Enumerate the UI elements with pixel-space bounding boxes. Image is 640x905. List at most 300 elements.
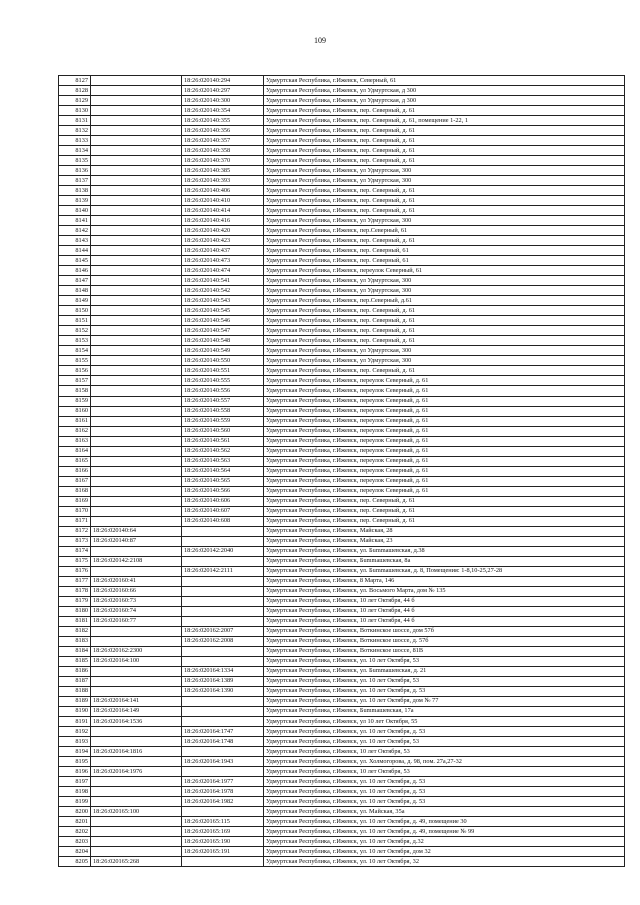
cadastral-number-cell bbox=[91, 757, 182, 767]
row-number-cell: 8196 bbox=[59, 767, 91, 777]
cadastral-number-cell bbox=[91, 306, 182, 316]
cadastral-number-cell bbox=[91, 466, 182, 476]
table-row bbox=[59, 376, 625, 386]
row-number-cell: 8181 bbox=[59, 616, 91, 626]
object-cadastral-number-cell bbox=[182, 717, 264, 727]
table-row bbox=[59, 426, 625, 436]
row-number-cell: 8204 bbox=[59, 847, 91, 857]
cadastral-number-cell bbox=[91, 196, 182, 206]
address-cell: Удмуртская Республика, г.Ижевск, ул. 10 лет Октября, дом № 77 bbox=[264, 696, 625, 706]
table-row bbox=[59, 186, 625, 196]
address-cell: Удмуртская Республика, г.Ижевск, переулок Северный, д. 61 bbox=[264, 436, 625, 446]
address-cell: Удмуртская Республика, г.Ижевск, переулок Северный, д. 61 bbox=[264, 446, 625, 456]
row-number-cell: 8137 bbox=[59, 176, 91, 186]
address-cell: Удмуртская Республика, г.Ижевск, Майская, 23 bbox=[264, 536, 625, 546]
object-cadastral-number-cell bbox=[182, 656, 264, 666]
object-cadastral-number-cell bbox=[182, 556, 264, 566]
address-cell: Удмуртская Республика, г.Ижевск, пер.Северный, 61 bbox=[264, 226, 625, 236]
object-cadastral-number-cell bbox=[182, 576, 264, 586]
table-row bbox=[59, 226, 625, 236]
cadastral-number-cell bbox=[91, 106, 182, 116]
cadastral-number-cell bbox=[91, 146, 182, 156]
row-number-cell: 8164 bbox=[59, 446, 91, 456]
address-cell: Удмуртская Республика, г.Ижевск, пер. Северный, д. 61 bbox=[264, 496, 625, 506]
cadastral-number-cell: 18:26:020160:66 bbox=[91, 586, 182, 596]
cadastral-number-cell bbox=[91, 86, 182, 96]
table-row bbox=[59, 787, 625, 797]
address-cell: Удмуртская Республика, г.Ижевск, ул. 10 лет Октября, д. 49, помещение № 99 bbox=[264, 827, 625, 837]
cadastral-number-cell bbox=[91, 797, 182, 807]
row-number-cell: 8167 bbox=[59, 476, 91, 486]
table-row bbox=[59, 256, 625, 266]
cadastral-number-cell bbox=[91, 216, 182, 226]
cadastral-number-cell: 18:26:020162:2300 bbox=[91, 646, 182, 656]
object-cadastral-number-cell bbox=[182, 536, 264, 546]
table-row bbox=[59, 516, 625, 526]
object-cadastral-number-cell: 18:26:020140:563 bbox=[182, 456, 264, 466]
row-number-cell: 8192 bbox=[59, 727, 91, 737]
row-number-cell: 8152 bbox=[59, 326, 91, 336]
object-cadastral-number-cell: 18:26:020165:115 bbox=[182, 817, 264, 827]
table-row bbox=[59, 126, 625, 136]
table-row bbox=[59, 727, 625, 737]
cadastral-number-cell bbox=[91, 266, 182, 276]
cadastral-number-cell bbox=[91, 366, 182, 376]
row-number-cell: 8131 bbox=[59, 116, 91, 126]
row-number-cell: 8128 bbox=[59, 86, 91, 96]
row-number-cell: 8151 bbox=[59, 316, 91, 326]
cadastral-number-cell bbox=[91, 136, 182, 146]
table-row bbox=[59, 706, 625, 716]
cadastral-number-cell: 18:26:020160:77 bbox=[91, 616, 182, 626]
row-number-cell: 8168 bbox=[59, 486, 91, 496]
address-cell: Удмуртская Республика, г.Ижевск, пер. Северный, д. 61 bbox=[264, 326, 625, 336]
row-number-cell: 8171 bbox=[59, 516, 91, 526]
address-cell: Удмуртская Республика, г.Ижевск, Воткинское шоссе, дом 57б bbox=[264, 626, 625, 636]
row-number-cell: 8200 bbox=[59, 807, 91, 817]
table-row bbox=[59, 566, 625, 576]
row-number-cell: 8149 bbox=[59, 296, 91, 306]
object-cadastral-number-cell: 18:26:020140:370 bbox=[182, 156, 264, 166]
object-cadastral-number-cell: 18:26:020140:423 bbox=[182, 236, 264, 246]
table-row bbox=[59, 717, 625, 727]
row-number-cell: 8205 bbox=[59, 857, 91, 867]
address-cell: Удмуртская Республика, г.Ижевск, ул. 10 лет Октября, 32 bbox=[264, 857, 625, 867]
object-cadastral-number-cell: 18:26:020140:541 bbox=[182, 276, 264, 286]
cadastral-number-cell: 18:26:020140:87 bbox=[91, 536, 182, 546]
row-number-cell: 8169 bbox=[59, 496, 91, 506]
object-cadastral-number-cell: 18:26:020164:1978 bbox=[182, 787, 264, 797]
object-cadastral-number-cell bbox=[182, 586, 264, 596]
object-cadastral-number-cell bbox=[182, 747, 264, 757]
row-number-cell: 8141 bbox=[59, 216, 91, 226]
row-number-cell: 8154 bbox=[59, 346, 91, 356]
object-cadastral-number-cell: 18:26:020140:565 bbox=[182, 476, 264, 486]
cadastral-number-cell bbox=[91, 356, 182, 366]
table-row bbox=[59, 616, 625, 626]
table-row bbox=[59, 556, 625, 566]
table-row bbox=[59, 166, 625, 176]
cadastral-number-cell bbox=[91, 777, 182, 787]
cadastral-number-cell bbox=[91, 827, 182, 837]
object-cadastral-number-cell: 18:26:020140:357 bbox=[182, 136, 264, 146]
object-cadastral-number-cell: 18:26:020140:556 bbox=[182, 386, 264, 396]
table-row bbox=[59, 76, 625, 86]
cadastral-number-cell bbox=[91, 636, 182, 646]
table-row bbox=[59, 586, 625, 596]
object-cadastral-number-cell: 18:26:020140:473 bbox=[182, 256, 264, 266]
cadastral-number-cell: 18:26:020164:149 bbox=[91, 706, 182, 716]
row-number-cell: 8138 bbox=[59, 186, 91, 196]
cadastral-number-cell bbox=[91, 737, 182, 747]
object-cadastral-number-cell bbox=[182, 807, 264, 817]
address-cell: Удмуртская Республика, г.Ижевск, ул. 10 лет Октября, 53 bbox=[264, 676, 625, 686]
table-row bbox=[59, 827, 625, 837]
address-cell: Удмуртская Республика, г.Ижевск, ул Удмуртская, 300 bbox=[264, 166, 625, 176]
table-row bbox=[59, 286, 625, 296]
cadastral-number-cell: 18:26:020164:100 bbox=[91, 656, 182, 666]
row-number-cell: 8203 bbox=[59, 837, 91, 847]
address-cell: Удмуртская Республика, г.Ижевск, пер. Северный, д. 61 bbox=[264, 206, 625, 216]
object-cadastral-number-cell: 18:26:020140:410 bbox=[182, 196, 264, 206]
table-row bbox=[59, 666, 625, 676]
object-cadastral-number-cell: 18:26:020164:1977 bbox=[182, 777, 264, 787]
object-cadastral-number-cell: 18:26:020140:420 bbox=[182, 226, 264, 236]
row-number-cell: 8161 bbox=[59, 416, 91, 426]
cadastral-number-cell bbox=[91, 96, 182, 106]
table-row bbox=[59, 86, 625, 96]
address-cell: Удмуртская Республика, г.Ижевск, Бummашевская, 17а bbox=[264, 706, 625, 716]
address-cell: Удмуртская Республика, г.Ижевск, ул. 10 лет Октября, дом 32 bbox=[264, 847, 625, 857]
object-cadastral-number-cell bbox=[182, 767, 264, 777]
row-number-cell: 8173 bbox=[59, 536, 91, 546]
table-row bbox=[59, 96, 625, 106]
object-cadastral-number-cell: 18:26:020140:564 bbox=[182, 466, 264, 476]
address-cell: Удмуртская Республика, г.Ижевск, ул. 10 лет Октября, д. 53 bbox=[264, 777, 625, 787]
cadastral-number-cell bbox=[91, 436, 182, 446]
table-row bbox=[59, 196, 625, 206]
address-cell: Удмуртская Республика, г.Ижевск, пер. Северный, д. 61 bbox=[264, 126, 625, 136]
address-cell: Удмуртская Республика, г.Ижевск, пер. Северный, д. 61 bbox=[264, 156, 625, 166]
row-number-cell: 8183 bbox=[59, 636, 91, 646]
row-number-cell: 8185 bbox=[59, 656, 91, 666]
table-row bbox=[59, 436, 625, 446]
cadastral-number-cell bbox=[91, 396, 182, 406]
cadastral-number-cell bbox=[91, 426, 182, 436]
cadastral-number-cell bbox=[91, 346, 182, 356]
address-cell: Удмуртская Республика, г.Ижевск, 8 Марта, 146 bbox=[264, 576, 625, 586]
address-cell: Удмуртская Республика, г.Ижевск, пер. Северный, д. 61 bbox=[264, 306, 625, 316]
address-cell: Удмуртская Республика, г.Ижевск, переулок Северный, д. 61 bbox=[264, 396, 625, 406]
cadastral-number-cell bbox=[91, 296, 182, 306]
address-cell: Удмуртская Республика, г.Ижевск, ул. 10 лет Октября, д. 49, помещение 30 bbox=[264, 817, 625, 827]
object-cadastral-number-cell: 18:26:020162:2008 bbox=[182, 636, 264, 646]
cadastral-number-cell bbox=[91, 166, 182, 176]
cadastral-number-cell bbox=[91, 386, 182, 396]
cadastral-number-cell bbox=[91, 666, 182, 676]
object-cadastral-number-cell: 18:26:020140:562 bbox=[182, 446, 264, 456]
row-number-cell: 8129 bbox=[59, 96, 91, 106]
cadastral-number-cell bbox=[91, 546, 182, 556]
table-row bbox=[59, 506, 625, 516]
cadastral-number-cell bbox=[91, 686, 182, 696]
row-number-cell: 8198 bbox=[59, 787, 91, 797]
address-cell: Удмуртская Республика, г.Ижевск, ул. Майская, 35а bbox=[264, 807, 625, 817]
address-cell: Удмуртская Республика, г.Ижевск, переулок Северный, д. 61 bbox=[264, 466, 625, 476]
table-row bbox=[59, 536, 625, 546]
cadastral-number-cell bbox=[91, 626, 182, 636]
table-row bbox=[59, 696, 625, 706]
cadastral-number-cell: 18:26:020164:141 bbox=[91, 696, 182, 706]
table-row bbox=[59, 336, 625, 346]
address-cell: Удмуртская Республика, г.Ижевск, ул Удмуртская, д 300 bbox=[264, 86, 625, 96]
cadastral-number-cell: 18:26:020165:100 bbox=[91, 807, 182, 817]
table-row bbox=[59, 306, 625, 316]
object-cadastral-number-cell: 18:26:020140:561 bbox=[182, 436, 264, 446]
cadastral-number-cell: 18:26:020140:64 bbox=[91, 526, 182, 536]
address-cell: Удмуртская Республика, г.Ижевск, переулок Северный, д. 61 bbox=[264, 486, 625, 496]
row-number-cell: 8144 bbox=[59, 246, 91, 256]
row-number-cell: 8133 bbox=[59, 136, 91, 146]
object-cadastral-number-cell bbox=[182, 646, 264, 656]
row-number-cell: 8132 bbox=[59, 126, 91, 136]
table-row bbox=[59, 857, 625, 867]
address-cell: Удмуртская Республика, г.Ижевск, пер. Северный, д. 61 bbox=[264, 366, 625, 376]
row-number-cell: 8159 bbox=[59, 396, 91, 406]
row-number-cell: 8189 bbox=[59, 696, 91, 706]
object-cadastral-number-cell: 18:26:020140:545 bbox=[182, 306, 264, 316]
row-number-cell: 8136 bbox=[59, 166, 91, 176]
object-cadastral-number-cell: 18:26:020140:406 bbox=[182, 186, 264, 196]
cadastral-number-cell: 18:26:020165:268 bbox=[91, 857, 182, 867]
table-row bbox=[59, 777, 625, 787]
object-cadastral-number-cell bbox=[182, 596, 264, 606]
table-row bbox=[59, 476, 625, 486]
table-row bbox=[59, 396, 625, 406]
cadastral-number-cell bbox=[91, 727, 182, 737]
object-cadastral-number-cell: 18:26:020140:297 bbox=[182, 86, 264, 96]
row-number-cell: 8143 bbox=[59, 236, 91, 246]
table-row bbox=[59, 266, 625, 276]
object-cadastral-number-cell bbox=[182, 606, 264, 616]
cadastral-number-cell bbox=[91, 496, 182, 506]
row-number-cell: 8158 bbox=[59, 386, 91, 396]
row-number-cell: 8179 bbox=[59, 596, 91, 606]
table-row bbox=[59, 526, 625, 536]
cadastral-number-cell bbox=[91, 316, 182, 326]
address-cell: Удмуртская Республика, г.Ижевск, пер. Северный, д. 61 bbox=[264, 316, 625, 326]
registry-rows bbox=[59, 76, 625, 867]
cadastral-number-cell: 18:26:020160:73 bbox=[91, 596, 182, 606]
cadastral-number-cell bbox=[91, 446, 182, 456]
address-cell: Удмуртская Республика, г.Ижевск, 10 лет Октября, 44 б bbox=[264, 616, 625, 626]
cadastral-number-cell bbox=[91, 176, 182, 186]
row-number-cell: 8188 bbox=[59, 686, 91, 696]
object-cadastral-number-cell: 18:26:020164:1748 bbox=[182, 737, 264, 747]
object-cadastral-number-cell: 18:26:020140:550 bbox=[182, 356, 264, 366]
table-row bbox=[59, 466, 625, 476]
cadastral-number-cell bbox=[91, 236, 182, 246]
table-row bbox=[59, 646, 625, 656]
cadastral-number-cell bbox=[91, 126, 182, 136]
cadastral-number-cell bbox=[91, 847, 182, 857]
row-number-cell: 8197 bbox=[59, 777, 91, 787]
object-cadastral-number-cell: 18:26:020140:300 bbox=[182, 96, 264, 106]
object-cadastral-number-cell bbox=[182, 526, 264, 536]
address-cell: Удмуртская Республика, г.Ижевск, 10 лет Октября, 53 bbox=[264, 747, 625, 757]
object-cadastral-number-cell: 18:26:020140:551 bbox=[182, 366, 264, 376]
address-cell: Удмуртская Республика, г.Ижевск, ул. 10 лет Октября, д. 53 bbox=[264, 727, 625, 737]
table-row bbox=[59, 576, 625, 586]
row-number-cell: 8199 bbox=[59, 797, 91, 807]
address-cell: Удмуртская Республика, г.Ижевск, ул. Бummашевская, д. 21 bbox=[264, 666, 625, 676]
cadastral-number-cell bbox=[91, 456, 182, 466]
cadastral-number-cell: 18:26:020142:2108 bbox=[91, 556, 182, 566]
object-cadastral-number-cell: 18:26:020140:355 bbox=[182, 116, 264, 126]
address-cell: Удмуртская Республика, г.Ижевск, ул. Восьмого Марта, дом № 135 bbox=[264, 586, 625, 596]
object-cadastral-number-cell: 18:26:020140:606 bbox=[182, 496, 264, 506]
row-number-cell: 8156 bbox=[59, 366, 91, 376]
row-number-cell: 8195 bbox=[59, 757, 91, 767]
address-cell: Удмуртская Республика, г.Ижевск, ул. 10 лет Октября, 53 bbox=[264, 656, 625, 666]
row-number-cell: 8145 bbox=[59, 256, 91, 266]
table-row bbox=[59, 546, 625, 556]
object-cadastral-number-cell: 18:26:020140:393 bbox=[182, 176, 264, 186]
table-row bbox=[59, 416, 625, 426]
cadastral-number-cell bbox=[91, 336, 182, 346]
table-row bbox=[59, 216, 625, 226]
table-row bbox=[59, 686, 625, 696]
row-number-cell: 8166 bbox=[59, 466, 91, 476]
object-cadastral-number-cell: 18:26:020140:566 bbox=[182, 486, 264, 496]
address-cell: Удмуртская Республика, г.Ижевск, ул. 10 лет Октября, д. 53 bbox=[264, 686, 625, 696]
address-cell: Удмуртская Республика, г.Ижевск, 10 лет Октября, 44 б bbox=[264, 596, 625, 606]
cadastral-number-cell bbox=[91, 376, 182, 386]
address-cell: Удмуртская Республика, г.Ижевск, пер. Северный, 61 bbox=[264, 246, 625, 256]
object-cadastral-number-cell: 18:26:020140:356 bbox=[182, 126, 264, 136]
address-cell: Удмуртская Республика, г.Ижевск, 10 лет Октября, 44 б bbox=[264, 606, 625, 616]
address-cell: Удмуртская Республика, г.Ижевск, переулок Северный, д. 61 bbox=[264, 416, 625, 426]
cadastral-number-cell bbox=[91, 256, 182, 266]
object-cadastral-number-cell: 18:26:020140:558 bbox=[182, 406, 264, 416]
cadastral-number-cell bbox=[91, 676, 182, 686]
registry-table bbox=[58, 75, 625, 867]
address-cell: Удмуртская Республика, г.Ижевск, переулок Северный, д. 61 bbox=[264, 376, 625, 386]
table-row bbox=[59, 296, 625, 306]
table-row bbox=[59, 246, 625, 256]
table-row bbox=[59, 326, 625, 336]
address-cell: Удмуртская Республика, г.Ижевск, пер. Северный, д. 61 bbox=[264, 506, 625, 516]
address-cell: Удмуртская Республика, г.Ижевск, Северный, 61 bbox=[264, 76, 625, 86]
table-row bbox=[59, 446, 625, 456]
row-number-cell: 8202 bbox=[59, 827, 91, 837]
object-cadastral-number-cell: 18:26:020140:560 bbox=[182, 426, 264, 436]
cadastral-number-cell bbox=[91, 566, 182, 576]
table-row bbox=[59, 737, 625, 747]
row-number-cell: 8142 bbox=[59, 226, 91, 236]
row-number-cell: 8160 bbox=[59, 406, 91, 416]
address-cell: Удмуртская Республика, г.Ижевск, ул Удмуртская, 300 bbox=[264, 286, 625, 296]
cadastral-number-cell bbox=[91, 516, 182, 526]
address-cell: Удмуртская Республика, г.Ижевск, ул Удмуртская, 300 bbox=[264, 276, 625, 286]
row-number-cell: 8182 bbox=[59, 626, 91, 636]
object-cadastral-number-cell: 18:26:020140:474 bbox=[182, 266, 264, 276]
cadastral-number-cell: 18:26:020160:41 bbox=[91, 576, 182, 586]
row-number-cell: 8193 bbox=[59, 737, 91, 747]
table-row bbox=[59, 136, 625, 146]
table-row bbox=[59, 346, 625, 356]
table-row bbox=[59, 206, 625, 216]
cadastral-number-cell bbox=[91, 186, 182, 196]
table-row bbox=[59, 146, 625, 156]
address-cell: Удмуртская Республика, г.Ижевск, пер. Северный, д. 61 bbox=[264, 146, 625, 156]
object-cadastral-number-cell: 18:26:020140:608 bbox=[182, 516, 264, 526]
address-cell: Удмуртская Республика, г.Ижевск, пер. Северный, д. 61 bbox=[264, 106, 625, 116]
object-cadastral-number-cell: 18:26:020140:607 bbox=[182, 506, 264, 516]
cadastral-number-cell: 18:26:020164:1976 bbox=[91, 767, 182, 777]
table-row bbox=[59, 747, 625, 757]
table-row bbox=[59, 276, 625, 286]
row-number-cell: 8157 bbox=[59, 376, 91, 386]
table-row bbox=[59, 847, 625, 857]
object-cadastral-number-cell: 18:26:020140:546 bbox=[182, 316, 264, 326]
object-cadastral-number-cell: 18:26:020140:416 bbox=[182, 216, 264, 226]
object-cadastral-number-cell: 18:26:020140:555 bbox=[182, 376, 264, 386]
row-number-cell: 8162 bbox=[59, 426, 91, 436]
row-number-cell: 8153 bbox=[59, 336, 91, 346]
address-cell: Удмуртская Республика, г.Ижевск, ул 10 лет Октября, 55 bbox=[264, 717, 625, 727]
address-cell: Удмуртская Республика, г.Ижевск, переулок Северный, д. 61 bbox=[264, 386, 625, 396]
address-cell: Удмуртская Республика, г.Ижевск, ул Удмуртская, 300 bbox=[264, 216, 625, 226]
address-cell: Удмуртская Республика, г.Ижевск, переулок Северный, д. 61 bbox=[264, 406, 625, 416]
object-cadastral-number-cell: 18:26:020164:1943 bbox=[182, 757, 264, 767]
object-cadastral-number-cell: 18:26:020164:1982 bbox=[182, 797, 264, 807]
row-number-cell: 8201 bbox=[59, 817, 91, 827]
cadastral-number-cell bbox=[91, 326, 182, 336]
row-number-cell: 8127 bbox=[59, 76, 91, 86]
cadastral-number-cell bbox=[91, 416, 182, 426]
cadastral-number-cell bbox=[91, 476, 182, 486]
address-cell: Удмуртская Республика, г.Ижевск, пер. Северный, д. 61, помещение 1-22, 1 bbox=[264, 116, 625, 126]
address-cell: Удмуртская Республика, г.Ижевск, ул. 10 лет Октября, д. 53 bbox=[264, 787, 625, 797]
table-row bbox=[59, 797, 625, 807]
object-cadastral-number-cell bbox=[182, 696, 264, 706]
row-number-cell: 8190 bbox=[59, 706, 91, 716]
table-row bbox=[59, 156, 625, 166]
object-cadastral-number-cell: 18:26:020140:547 bbox=[182, 326, 264, 336]
object-cadastral-number-cell: 18:26:020140:543 bbox=[182, 296, 264, 306]
address-cell: Удмуртская Республика, г.Ижевск, Воткинское шоссе, 81В bbox=[264, 646, 625, 656]
object-cadastral-number-cell: 18:26:020140:354 bbox=[182, 106, 264, 116]
object-cadastral-number-cell: 18:26:020165:191 bbox=[182, 847, 264, 857]
address-cell: Удмуртская Республика, г.Ижевск, ул. Бummашевская, д. 8, Помещения: 1-8,10-25,27-28 bbox=[264, 566, 625, 576]
address-cell: Удмуртская Республика, г.Ижевск, 10 лет Октября, 53 bbox=[264, 767, 625, 777]
address-cell: Удмуртская Республика, г.Ижевск, пер. Северный, д. 61 bbox=[264, 516, 625, 526]
table-row bbox=[59, 606, 625, 616]
address-cell: Удмуртская Республика, г.Ижевск, ул. Бummашевская, д.38 bbox=[264, 546, 625, 556]
row-number-cell: 8135 bbox=[59, 156, 91, 166]
row-number-cell: 8175 bbox=[59, 556, 91, 566]
object-cadastral-number-cell: 18:26:020140:549 bbox=[182, 346, 264, 356]
table-row bbox=[59, 456, 625, 466]
table-row bbox=[59, 757, 625, 767]
address-cell: Удмуртская Республика, г.Ижевск, переулок Северный, 61 bbox=[264, 266, 625, 276]
object-cadastral-number-cell bbox=[182, 616, 264, 626]
object-cadastral-number-cell: 18:26:020142:2040 bbox=[182, 546, 264, 556]
row-number-cell: 8194 bbox=[59, 747, 91, 757]
address-cell: Удмуртская Республика, г.Ижевск, Майская, 28 bbox=[264, 526, 625, 536]
row-number-cell: 8155 bbox=[59, 356, 91, 366]
